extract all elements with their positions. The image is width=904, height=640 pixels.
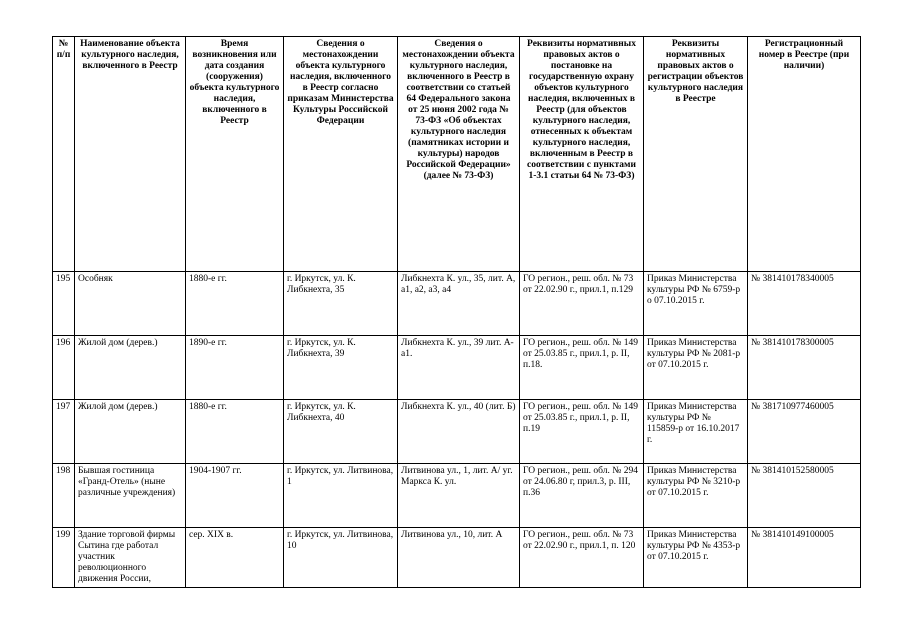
- column-header-registration-act: Реквизиты нормативных правовых актов о регистрации объектов культурного наследия в Реестре: [644, 37, 748, 272]
- column-header-location-law: Сведения о местонахождении объекта культурного наследия, включенного в Реестр в соответствии со статьей 64 Федерального закона от 25 июня 2002 года № 73-ФЗ «Об объектах культурного наследия (памятниках истории и культуры) народов Российской Федерации» (далее № 73-ФЗ): [398, 37, 520, 272]
- cell-reg-number: № 381710977460005: [748, 400, 861, 464]
- cell-location-order: г. Иркутск, ул. К. Либкнехта, 39: [284, 336, 398, 400]
- cell-number: 195: [53, 272, 75, 336]
- cell-location-order: г. Иркутск, ул. Литвинова, 1: [284, 464, 398, 528]
- cell-location-law: Литвинова ул., 1, лит. А/ уг. Маркса К. ул.: [398, 464, 520, 528]
- cell-registration-act: Приказ Министерства культуры РФ № 4353-р от 07.10.2015 г.: [644, 528, 748, 588]
- cell-date: 1880-е гг.: [186, 400, 284, 464]
- column-header-date: Время возникновения или дата создания (сооружения) объекта культурного наследия, включенного в Реестр: [186, 37, 284, 272]
- cell-name: Жилой дом (дерев.): [75, 336, 186, 400]
- table-header: [53, 37, 861, 272]
- column-header-reg-number: Регистрационный номер в Реестре (при наличии): [748, 37, 861, 272]
- column-header-number: № п/п: [53, 37, 75, 272]
- cell-location-order: г. Иркутск, ул. К. Либкнехта, 40: [284, 400, 398, 464]
- cell-number: 196: [53, 336, 75, 400]
- column-header-name: Наименование объекта культурного наследия, включенного в Реестр: [75, 37, 186, 272]
- cell-protection-act: ГО регион., реш. обл. № 149 от 25.03.85 г., прил.1, р. II, п.18.: [520, 336, 644, 400]
- cell-reg-number: № 381410149100005: [748, 528, 861, 588]
- cell-registration-act: Приказ Министерства культуры РФ № 2081-р от 07.10.2015 г.: [644, 336, 748, 400]
- cell-date: сер. XIX в.: [186, 528, 284, 588]
- table-row: [53, 400, 861, 464]
- cell-protection-act: ГО регион., реш. обл. № 73 от 22.02.90 г., прил.1, п. 120: [520, 528, 644, 588]
- cell-name: Здание торговой фирмы Сытина где работал участник революционного движения России,: [75, 528, 186, 588]
- cell-location-law: Либкнехта К. ул., 39 лит. А-а1.: [398, 336, 520, 400]
- cell-location-law: Либкнехта К. ул., 40 (лит. Б): [398, 400, 520, 464]
- cell-date: 1904-1907 гг.: [186, 464, 284, 528]
- cell-date: 1880-е гг.: [186, 272, 284, 336]
- cell-name: Жилой дом (дерев.): [75, 400, 186, 464]
- cell-location-order: г. Иркутск, ул. Литвинова, 10: [284, 528, 398, 588]
- cell-protection-act: ГО регион., реш. обл. № 149 от 25.03.85 г., прил.1, р. II, п.19: [520, 400, 644, 464]
- cell-location-law: Либкнехта К. ул., 35, лит. А, а1, а2, а3, а4: [398, 272, 520, 336]
- cell-reg-number: № 381410178340005: [748, 272, 861, 336]
- column-header-location-order: Сведения о местонахождении объекта культурного наследия, включенного в Реестр согласно приказам Министерства Культуры Российской Федерации: [284, 37, 398, 272]
- cell-location-law: Литвинова ул., 10, лит. А: [398, 528, 520, 588]
- cell-registration-act: Приказ Министерства культуры РФ № 3210-р от 07.10.2015 г.: [644, 464, 748, 528]
- table-row: [53, 272, 861, 336]
- column-header-protection-act: Реквизиты нормативных правовых актов о постановке на государственную охрану объектов культурного наследия, включенных в Реестр (для объектов культурного наследия, отнесенных к объектам культурного наследия, включенным в Реестр в соответствии с пунктами 1-3.1 статьи 64 № 73-ФЗ): [520, 37, 644, 272]
- table-body: [53, 272, 861, 588]
- cell-registration-act: Приказ Министерства культуры РФ № 115859-р от 16.10.2017 г.: [644, 400, 748, 464]
- table-row: [53, 528, 861, 588]
- cell-date: 1890-е гг.: [186, 336, 284, 400]
- cell-name: Особняк: [75, 272, 186, 336]
- cell-protection-act: ГО регион., реш. обл. № 294 от 24.06.80 г, прил.3, р. III, п.36: [520, 464, 644, 528]
- cell-registration-act: Приказ Министерства культуры РФ № 6759-р о 07.10.2015 г.: [644, 272, 748, 336]
- cell-reg-number: № 381410178300005: [748, 336, 861, 400]
- heritage-registry-table: [52, 36, 861, 588]
- cell-number: 197: [53, 400, 75, 464]
- header-row: [53, 37, 861, 272]
- cell-name: Бывшая гостиница «Гранд-Отель» (ныне различные учреждения): [75, 464, 186, 528]
- cell-number: 199: [53, 528, 75, 588]
- cell-location-order: г. Иркутск, ул. К. Либкнехта, 35: [284, 272, 398, 336]
- cell-number: 198: [53, 464, 75, 528]
- cell-protection-act: ГО регион., реш. обл. № 73 от 22.02.90 г., прил.1, п.129: [520, 272, 644, 336]
- table-row: [53, 464, 861, 528]
- cell-reg-number: № 381410152580005: [748, 464, 861, 528]
- table-row: [53, 336, 861, 400]
